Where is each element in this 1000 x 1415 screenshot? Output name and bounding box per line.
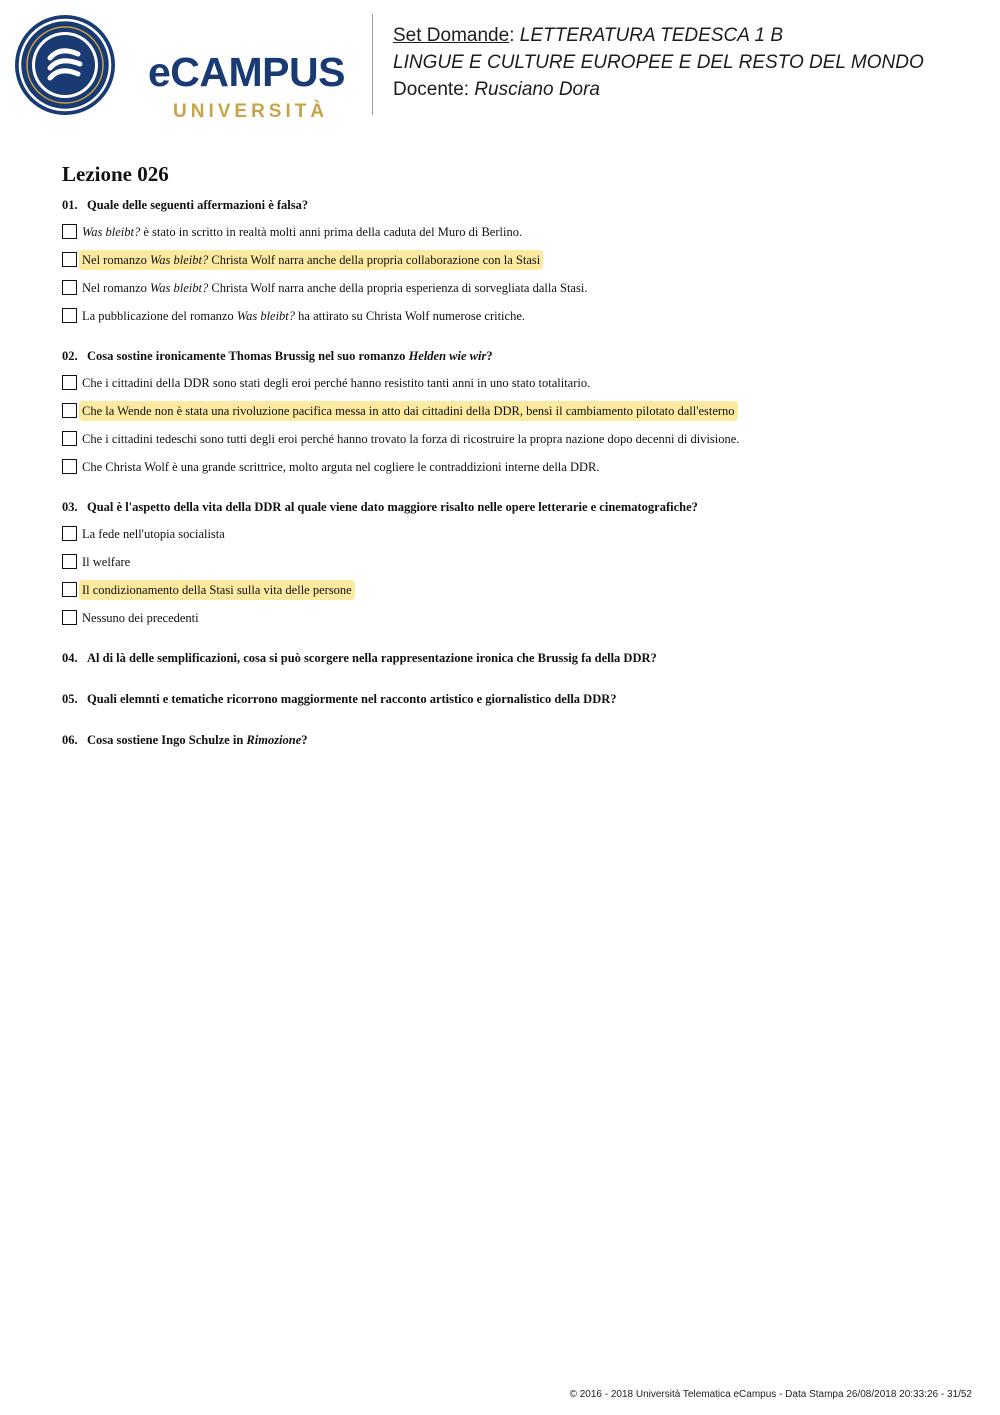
question-text: 02. Cosa sostine ironicamente Thomas Brussig nel suo romanzo Helden wie wir?	[62, 349, 493, 363]
teacher-label: Docente:	[393, 79, 470, 100]
answer-text: La pubblicazione del romanzo Was bleibt? ha attirato su Christa Wolf numerose critiche.	[82, 309, 525, 323]
answer-text: Nessuno dei precedenti	[82, 611, 199, 625]
question-text	[62, 499, 962, 515]
answer-text: La fede nell'utopia socialista	[82, 527, 225, 541]
answer-text-highlighted: Che la Wende non è stata una rivoluzione pacifica messa in atto dai cittadini della DDR, bensì il cambiamento pilotato dall'esterno	[82, 404, 735, 418]
university-seal-icon	[14, 14, 116, 116]
question-number: 01.	[62, 198, 78, 212]
question-number: 04.	[62, 651, 78, 665]
answer-text: Che i cittadini tedeschi sono tutti degli eroi perché hanno trovato la forza di ricostruire la propra nazione dopo decenni di divisione.	[82, 432, 740, 446]
question-block	[62, 197, 962, 335]
answer-option[interactable]	[62, 307, 962, 335]
header-teacher-line	[393, 76, 924, 103]
answer-checkbox[interactable]	[62, 403, 77, 418]
answer-option[interactable]	[62, 553, 962, 581]
question-text	[62, 197, 962, 213]
answer-checkbox[interactable]	[62, 252, 77, 267]
answer-text: Was bleibt? è stato in scritto in realtà molti anni prima della caduta del Muro di Berlino.	[82, 225, 523, 239]
question-label: Quali elemnti e tematiche ricorrono maggiormente nel racconto artistico e giornalistico della DDR?	[87, 692, 617, 706]
answer-text: Che Christa Wolf è una grande scrittrice, molto arguta nel cogliere le contraddizioni interne della DDR.	[82, 460, 600, 474]
answer-checkbox[interactable]	[62, 526, 77, 541]
header-info	[393, 22, 924, 103]
degree-title: LINGUE E CULTURE EUROPEE E DEL RESTO DEL MONDO	[393, 52, 924, 73]
answer-option[interactable]	[62, 223, 962, 251]
open-question	[62, 650, 962, 666]
answer-checkbox[interactable]	[62, 459, 77, 474]
question-label: Al di là delle semplificazioni, cosa si può scorgere nella rappresentazione ironica che Brussig fa della DDR?	[87, 651, 657, 665]
logo-wordmark: eCAMPUS	[148, 49, 345, 95]
answer-option[interactable]	[62, 430, 962, 458]
answer-checkbox[interactable]	[62, 375, 77, 390]
question-list	[62, 197, 962, 773]
answer-checkbox[interactable]	[62, 554, 77, 569]
answer-text-highlighted: Il condizionamento della Stasi sulla vita delle persone	[82, 583, 352, 597]
question-block	[62, 499, 962, 637]
question-number: 05.	[62, 692, 78, 706]
page-footer: © 2016 - 2018 Università Telematica eCampus - Data Stampa 26/08/2018 20:33:26 - 31/52	[569, 1389, 972, 1400]
page-header	[0, 0, 1000, 130]
answer-checkbox[interactable]	[62, 224, 77, 239]
answer-option-correct[interactable]	[62, 581, 962, 609]
logo-subline: UNIVERSITÀ	[173, 101, 329, 122]
open-question	[62, 691, 962, 707]
answer-checkbox[interactable]	[62, 610, 77, 625]
answer-option[interactable]	[62, 525, 962, 553]
open-question: 06. Cosa sostiene Ingo Schulze in Rimozione?	[62, 733, 308, 747]
header-set-line: Set Domande: LETTERATURA TEDESCA 1 B	[393, 25, 783, 46]
teacher-name: Rusciano Dora	[474, 79, 600, 100]
course-title: LETTERATURA TEDESCA 1 B	[519, 25, 783, 46]
answer-option[interactable]	[62, 374, 962, 402]
header-divider	[372, 14, 373, 115]
answer-checkbox[interactable]	[62, 431, 77, 446]
header-degree-line	[393, 49, 924, 76]
answer-text: Nel romanzo Was bleibt? Christa Wolf narra anche della propria esperienza di sorvegliata dalla Stasi.	[82, 281, 588, 295]
answer-checkbox[interactable]	[62, 308, 77, 323]
question-label: Quale delle seguenti affermazioni è falsa?	[87, 198, 309, 212]
set-label: Set Domande	[393, 25, 510, 46]
answer-text-highlighted: Nel romanzo Was bleibt? Christa Wolf narra anche della propria collaborazione con la Stasi	[82, 253, 541, 267]
question-number: 03.	[62, 500, 78, 514]
question-number: 02.	[62, 349, 78, 363]
answer-options	[62, 374, 962, 486]
answer-options	[62, 525, 962, 637]
answer-option[interactable]	[62, 458, 962, 486]
answer-option-correct[interactable]	[62, 251, 962, 279]
answer-checkbox[interactable]	[62, 280, 77, 295]
answer-option[interactable]	[62, 609, 962, 637]
question-number: 06.	[62, 733, 78, 747]
answer-text: Il welfare	[82, 555, 131, 569]
lesson-title: Lezione 026	[62, 162, 169, 186]
answer-checkbox[interactable]	[62, 582, 77, 597]
answer-text: Che i cittadini della DDR sono stati degli eroi perché hanno resistito tanti anni in uno stato totalitario.	[82, 376, 591, 390]
question-label: Qual è l'aspetto della vita della DDR al quale viene dato maggiore risalto nelle opere letterarie e cinematografiche?	[87, 500, 698, 514]
ecampus-logo	[14, 14, 364, 122]
answer-option-correct[interactable]	[62, 402, 962, 430]
question-block	[62, 348, 962, 486]
answer-option[interactable]	[62, 279, 962, 307]
answer-options	[62, 223, 962, 335]
